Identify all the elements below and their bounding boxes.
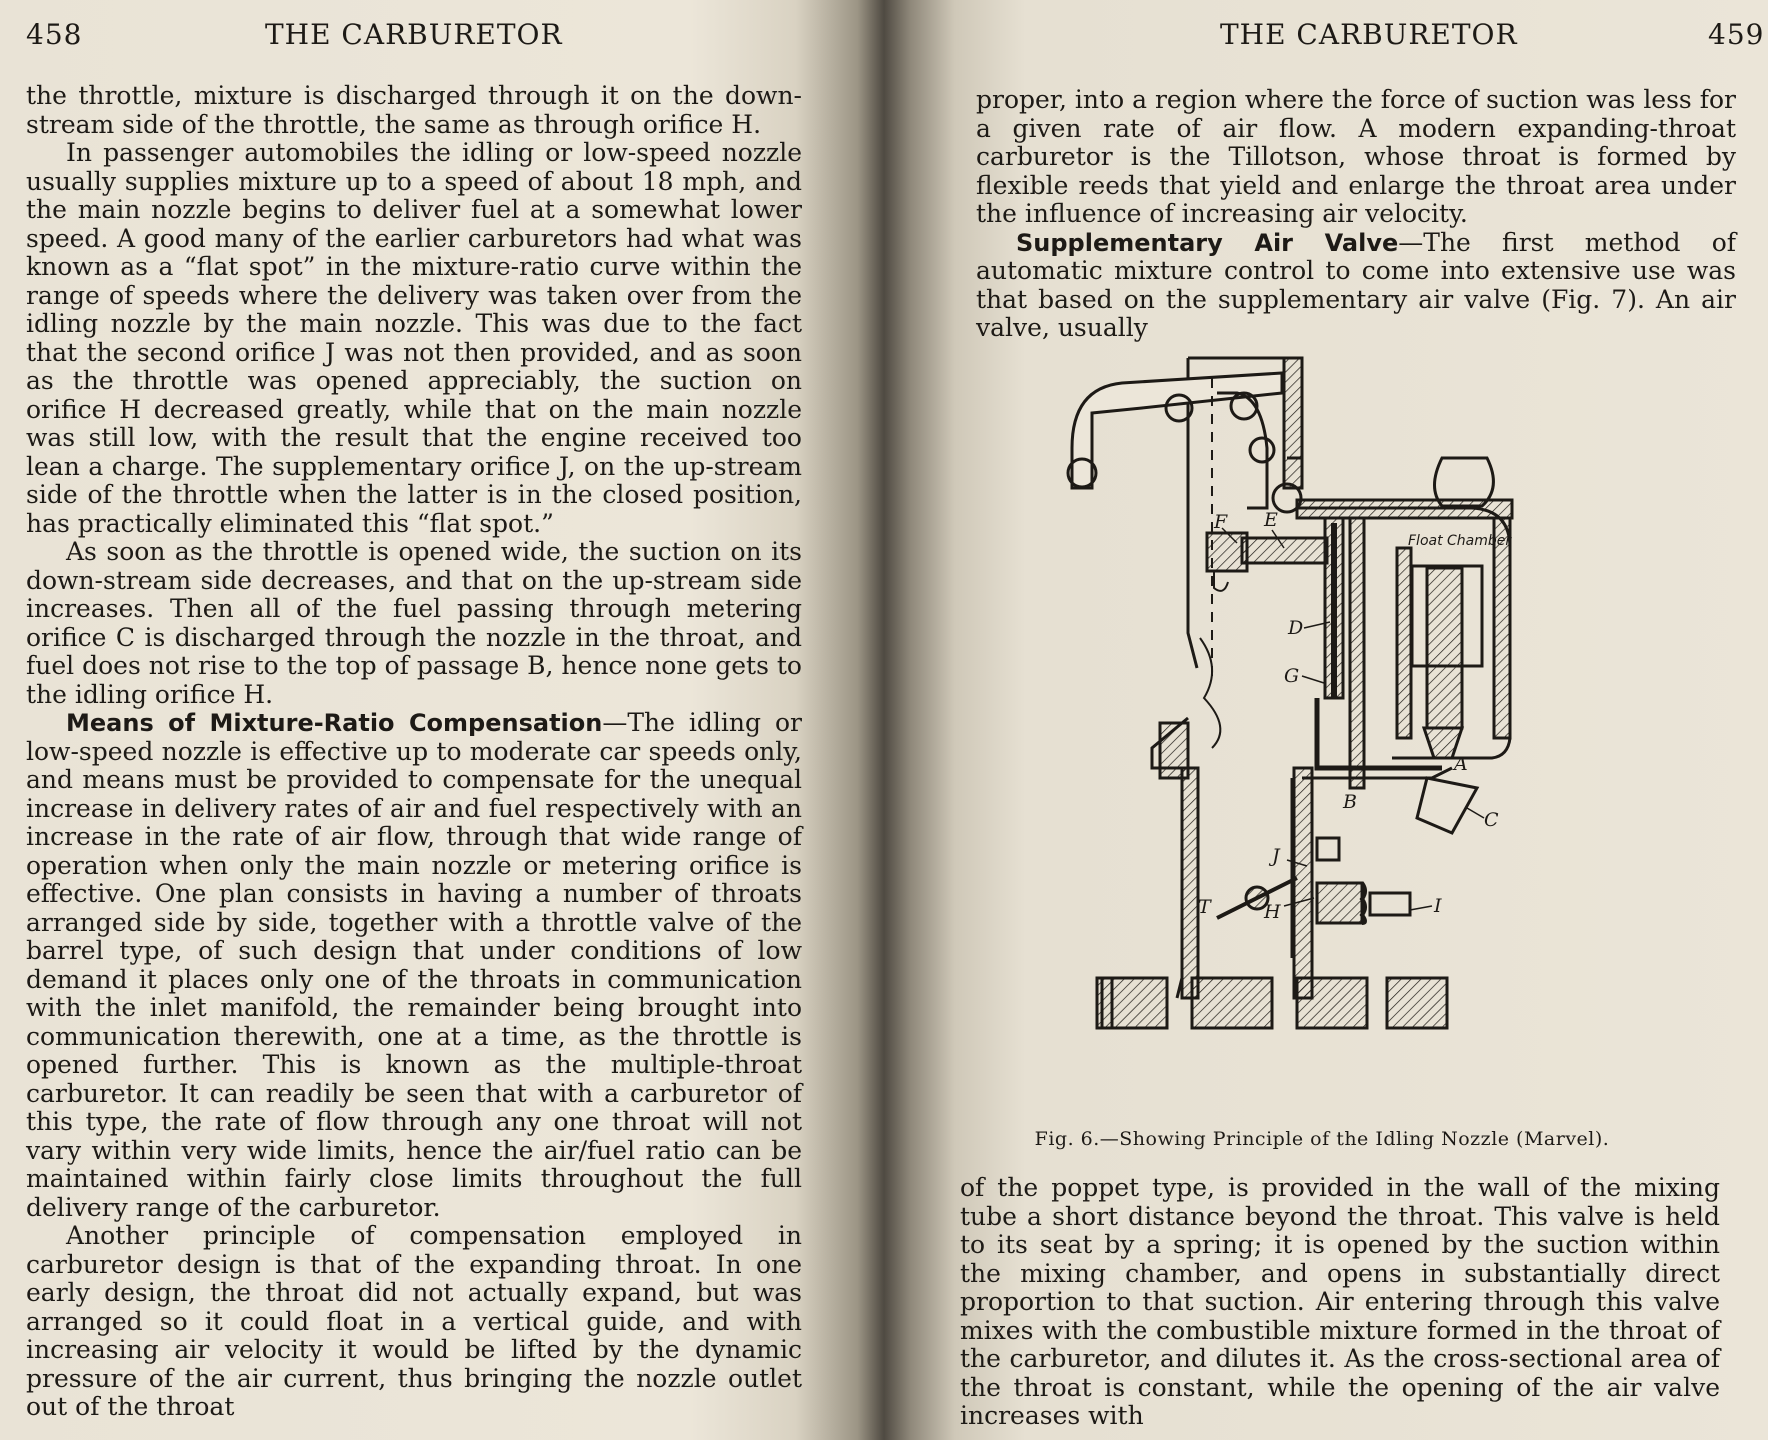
left-page-number: 458 (26, 18, 83, 51)
label-B: B (1343, 791, 1357, 813)
right-section-text: —The first method of automatic mixture control to come into extensive use was that based on the supplementary air valve (Fig. 7). An air valve, usually (976, 227, 1737, 342)
label-T: T (1198, 896, 1211, 918)
right-page-number: 459 (1708, 18, 1765, 51)
label-A: A (1454, 753, 1468, 775)
right-page (884, 0, 1768, 1440)
right-top-paragraph: proper, into a region where the force of suction was less for a given rate of air flow. A modern expanding-throat carburetor is the Tillotson, whose throat is formed by flexible reeds that yield and enlarge the throat area under the influence of increasing air velocity. (976, 85, 1736, 228)
left-paragraph-3: As soon as the throttle is opened wide, the suction on its down-stream side decreases, and that on the up-stream side increases. Then all of the fuel passing through metering orifice C is discharged through the nozzle in the throat, and fuel does not rise to the top of passage B, hence none gets to the idling orifice H. (26, 537, 802, 709)
left-last-paragraph: Another principle of compensation employed in carburetor design is that of the expanding throat. In one early design, the throat did not actually expand, but was arranged so it could float in a vertical guide, and with increasing air velocity it would be lifted by the dynamic pressure of the air current, thus bringing the nozzle outlet out of the throat (26, 1221, 802, 1421)
figure-caption: Fig. 6.—Showing Principle of the Idling Nozzle (Marvel). (1034, 1128, 1610, 1150)
right-section-heading: Supplementary Air Valve (1016, 228, 1399, 257)
label-H: H (1264, 901, 1281, 923)
left-section-heading: Means of Mixture-Ratio Compensation (66, 709, 603, 737)
label-G: G (1284, 665, 1300, 687)
label-F: F (1214, 511, 1228, 533)
right-section-paragraph (976, 229, 1736, 343)
right-bottom-text (960, 1174, 1720, 1431)
label-C: C (1484, 809, 1499, 831)
label-float-chamber: Float Chamber (1408, 533, 1512, 549)
right-running-head: THE CARBURETOR (1220, 18, 1518, 51)
right-bottom-paragraph: of the poppet type, is provided in the wall of the mixing tube a short distance beyond the throat. This valve is held to its seat by a spring; it is opened by the suction within the mixing chamber, and opens in substantially direct proportion to that suction. Air entering through this valve mixes with the combustible mixture formed in the throat of the carburetor, and dilutes it. As the cross-sectional area of the throat is constant, while the opening of the air valve increases with (960, 1173, 1720, 1430)
label-D: D (1288, 617, 1304, 639)
left-paragraph-1: the throttle, mixture is discharged through it on the down-stream side of the throttle, the same as through orifice H. (26, 81, 802, 139)
label-I: I (1434, 895, 1442, 917)
label-E: E (1264, 509, 1278, 531)
left-section-text: —The idling or low-speed nozzle is effective up to moderate car speeds only, and means must be provided to compensate for the unequal increase in delivery rates of air and fuel respectively with an increase in the rate of air flow, through that wide range of operation when only the main nozzle or metering orifice is effective. One plan consists in having a number of throats arranged side by side, together with a throttle valve of the barrel type, of such design that under conditions of low demand it places only one of the throats in communication with the inlet manifold, the remainder being brought into communication therewith, one at a time, as the throttle is opened further. This is known as the multiple-throat carburetor. It can readily be seen that with a carburetor of this type, the rate of flow through any one throat will not vary within very wide limits, hence the air/fuel ratio can be maintained within fairly close limits throughout the full delivery range of the carburetor. (26, 708, 803, 1222)
right-top-text (976, 86, 1736, 343)
label-J: J (1272, 845, 1280, 867)
left-body-text (26, 82, 802, 1422)
left-paragraph-2: In passenger automobiles the idling or low-speed nozzle usually supplies mixture up to a speed of about 18 mph, and the main nozzle begins to deliver fuel at a somewhat lower speed. A good many of the earlier carburetors had what was known as a “flat spot” in the mixture-ratio curve within the range of speeds where the delivery was taken over from the idling nozzle by the main nozzle. This was due to the fact that the second orifice J was not then provided, and as soon as the throttle was opened appreciably, the suction on orifice H decreased greatly, while that on the main nozzle was still low, with the result that the engine received too lean a charge. The supplementary orifice J, on the up-stream side of the throttle when the latter is in the closed position, has practically eliminated this “flat spot.” (26, 138, 802, 538)
left-running-head: THE CARBURETOR (265, 18, 563, 51)
left-section-paragraph (26, 709, 802, 1222)
carburetor-diagram (1032, 338, 1672, 1128)
